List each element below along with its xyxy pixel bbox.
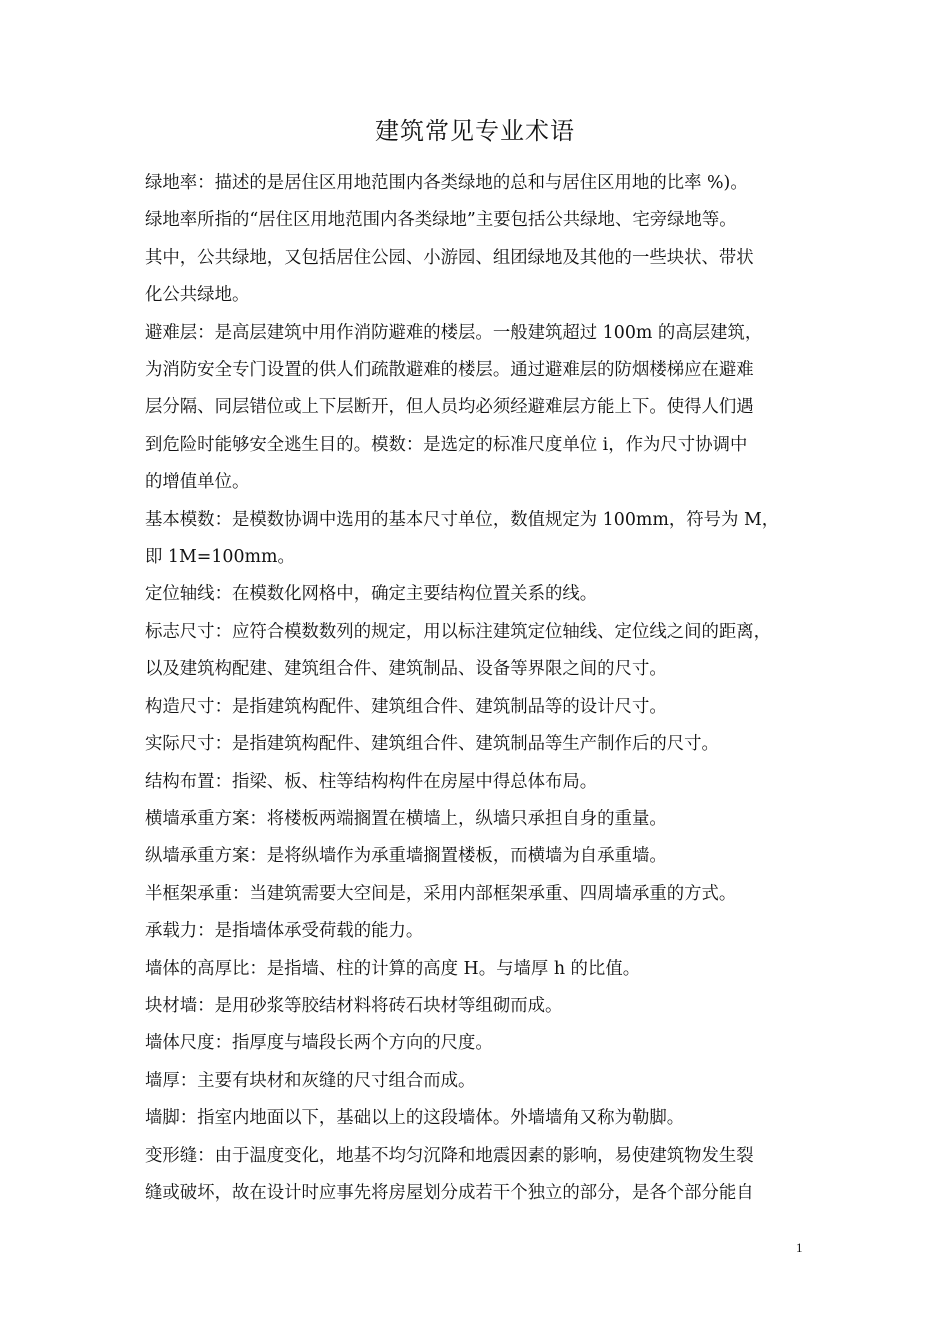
text-line: 标志尺寸：应符合模数数列的规定，用以标注建筑定位轴线、定位线之间的距离， [145,621,772,642]
document-title: 建筑常见专业术语 [375,117,575,145]
term-paragraph [145,1100,813,1137]
text-line: 定位轴线：在模数化网格中，确定主要结构位置关系的线。 [145,584,598,605]
text-line: 墙体尺度：指厚度与墙段长两个方向的尺度。 [145,1033,493,1054]
text-line: 构造尺寸：是指建筑构配件、建筑组合件、建筑制品等的设计尺寸。 [145,696,667,717]
text-line: 其中，公共绿地，又包括居住公园、小游园、组团绿地及其他的一些块状、带状 [145,247,754,268]
term-paragraph [145,876,813,913]
term-paragraph [145,838,813,875]
term-paragraph [145,689,813,726]
text-line: 墙体的高厚比：是指墙、柱的计算的高度 H。与墙厚 h 的比值。 [145,958,641,979]
text-line: 以及建筑构配建、建筑组合件、建筑制品、设备等界限之间的尺寸。 [145,659,667,680]
page-number: 1 [796,1240,803,1255]
text-line: 层分隔、同层错位或上下层断开，但人员均必须经避难层方能上下。使得人们遇 [145,397,754,418]
document-body [145,165,813,1212]
text-line: 墙厚：主要有块材和灰缝的尺寸组合而成。 [145,1070,476,1091]
term-paragraph [145,1063,813,1100]
text-line: 结构布置：指梁、板、柱等结构构件在房屋中得总体布局。 [145,771,598,792]
text-line: 墙脚：指室内地面以下，基础以上的这段墙体。外墙墙角又称为勒脚。 [145,1108,685,1129]
term-paragraph [145,614,813,689]
term-paragraph [145,576,813,613]
text-line: 变形缝：由于温度变化，地基不均匀沉降和地震因素的影响，易使建筑物发生裂 [145,1145,754,1166]
term-paragraph [145,502,813,577]
text-line: 块材墙：是用砂浆等胶结材料将砖石块材等组砌而成。 [145,995,563,1016]
term-paragraph [145,1138,813,1213]
text-line: 纵墙承重方案：是将纵墙作为承重墙搁置楼板，而横墙为自承重墙。 [145,846,667,867]
text-line: 绿地率：描述的是居住区用地范围内各类绿地的总和与居住区用地的比率 %)。 [145,173,748,193]
text-line: 半框架承重：当建筑需要大空间是，采用内部框架承重、四周墙承重的方式。 [145,883,737,904]
term-paragraph [145,165,813,315]
term-paragraph [145,913,813,950]
term-paragraph [145,951,813,988]
term-paragraph [145,1025,813,1062]
text-line: 缝或破坏，故在设计时应事先将房屋划分成若干个独立的部分，是各个部分能自 [145,1182,754,1203]
text-line: 避难层：是高层建筑中用作消防避难的楼层。一般建筑超过 100m 的高层建筑， [145,322,763,343]
text-line: 为消防安全专门设置的供人们疏散避难的楼层。通过避难层的防烟楼梯应在避难 [145,360,754,381]
text-line: 绿地率所指的“居住区用地范围内各类绿地”主要包括公共绿地、宅旁绿地等。 [145,210,737,231]
text-line: 即 1M=100mm。 [145,547,295,568]
text-line: 的增值单位。 [145,472,250,493]
term-paragraph [145,726,813,763]
text-line: 化公共绿地。 [145,285,250,306]
term-paragraph [145,764,813,801]
text-line: 基本模数：是模数协调中选用的基本尺寸单位，数值规定为 100mm，符号为 M， [145,509,780,530]
text-line: 承载力：是指墙体承受荷载的能力。 [145,921,424,942]
text-line: 横墙承重方案：将楼板两端搁置在横墙上，纵墙只承担自身的重量。 [145,808,667,829]
term-paragraph [145,988,813,1025]
term-paragraph [145,315,813,502]
term-paragraph [145,801,813,838]
text-line: 到危险时能够安全逃生目的。模数：是选定的标准尺度单位 i，作为尺寸协调中 [145,434,748,455]
text-line: 实际尺寸：是指建筑构配件、建筑组合件、建筑制品等生产制作后的尺寸。 [145,734,719,755]
